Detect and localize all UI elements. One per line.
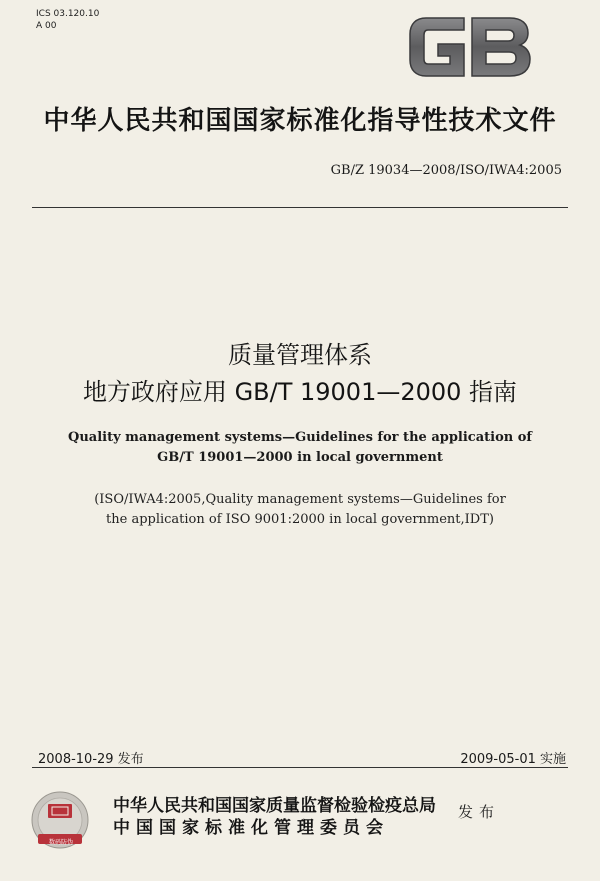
english-title-line-2: GB/T 19001—2000 in local government [157,450,443,465]
standard-category-title: 中华人民共和国国家标准化指导性技术文件 [43,106,557,136]
issuer-line-2: 中国国家标准化管理委员会 [113,818,389,838]
implementation-date: 2009-05-01 实施 [460,752,566,767]
ics-classification [36,8,99,32]
main-title-line-1: 质量管理体系 [228,341,372,369]
english-title-line-1: Quality management systems—Guidelines for the application of [68,430,532,445]
adoption-note [0,490,600,530]
publish-date: 2008-10-29 发布 [38,752,144,767]
top-divider [32,207,568,208]
issue-action: 发布 [458,803,501,821]
bottom-divider [32,767,568,768]
standard-number: GB/Z 19034—2008/ISO/IWA4:2005 [330,163,562,178]
ccs-code: A 00 [36,21,57,31]
issuer-line-1: 中华人民共和国国家质量监督检验检疫总局 [113,796,436,816]
english-title [0,428,600,468]
main-title-line-2: 地方政府应用 GB/T 19001—2000 指南 [82,378,518,406]
seal-label: 数码防伪 [48,839,73,846]
adoption-note-line-2: the application of ISO 9001:2000 in local government,IDT) [106,512,494,527]
ics-code: ICS 03.120.10 [36,9,100,19]
gb-logo [406,12,534,82]
adoption-note-line-1: (ISO/IWA4:2005,Quality management systems—Guidelines for [94,492,506,507]
